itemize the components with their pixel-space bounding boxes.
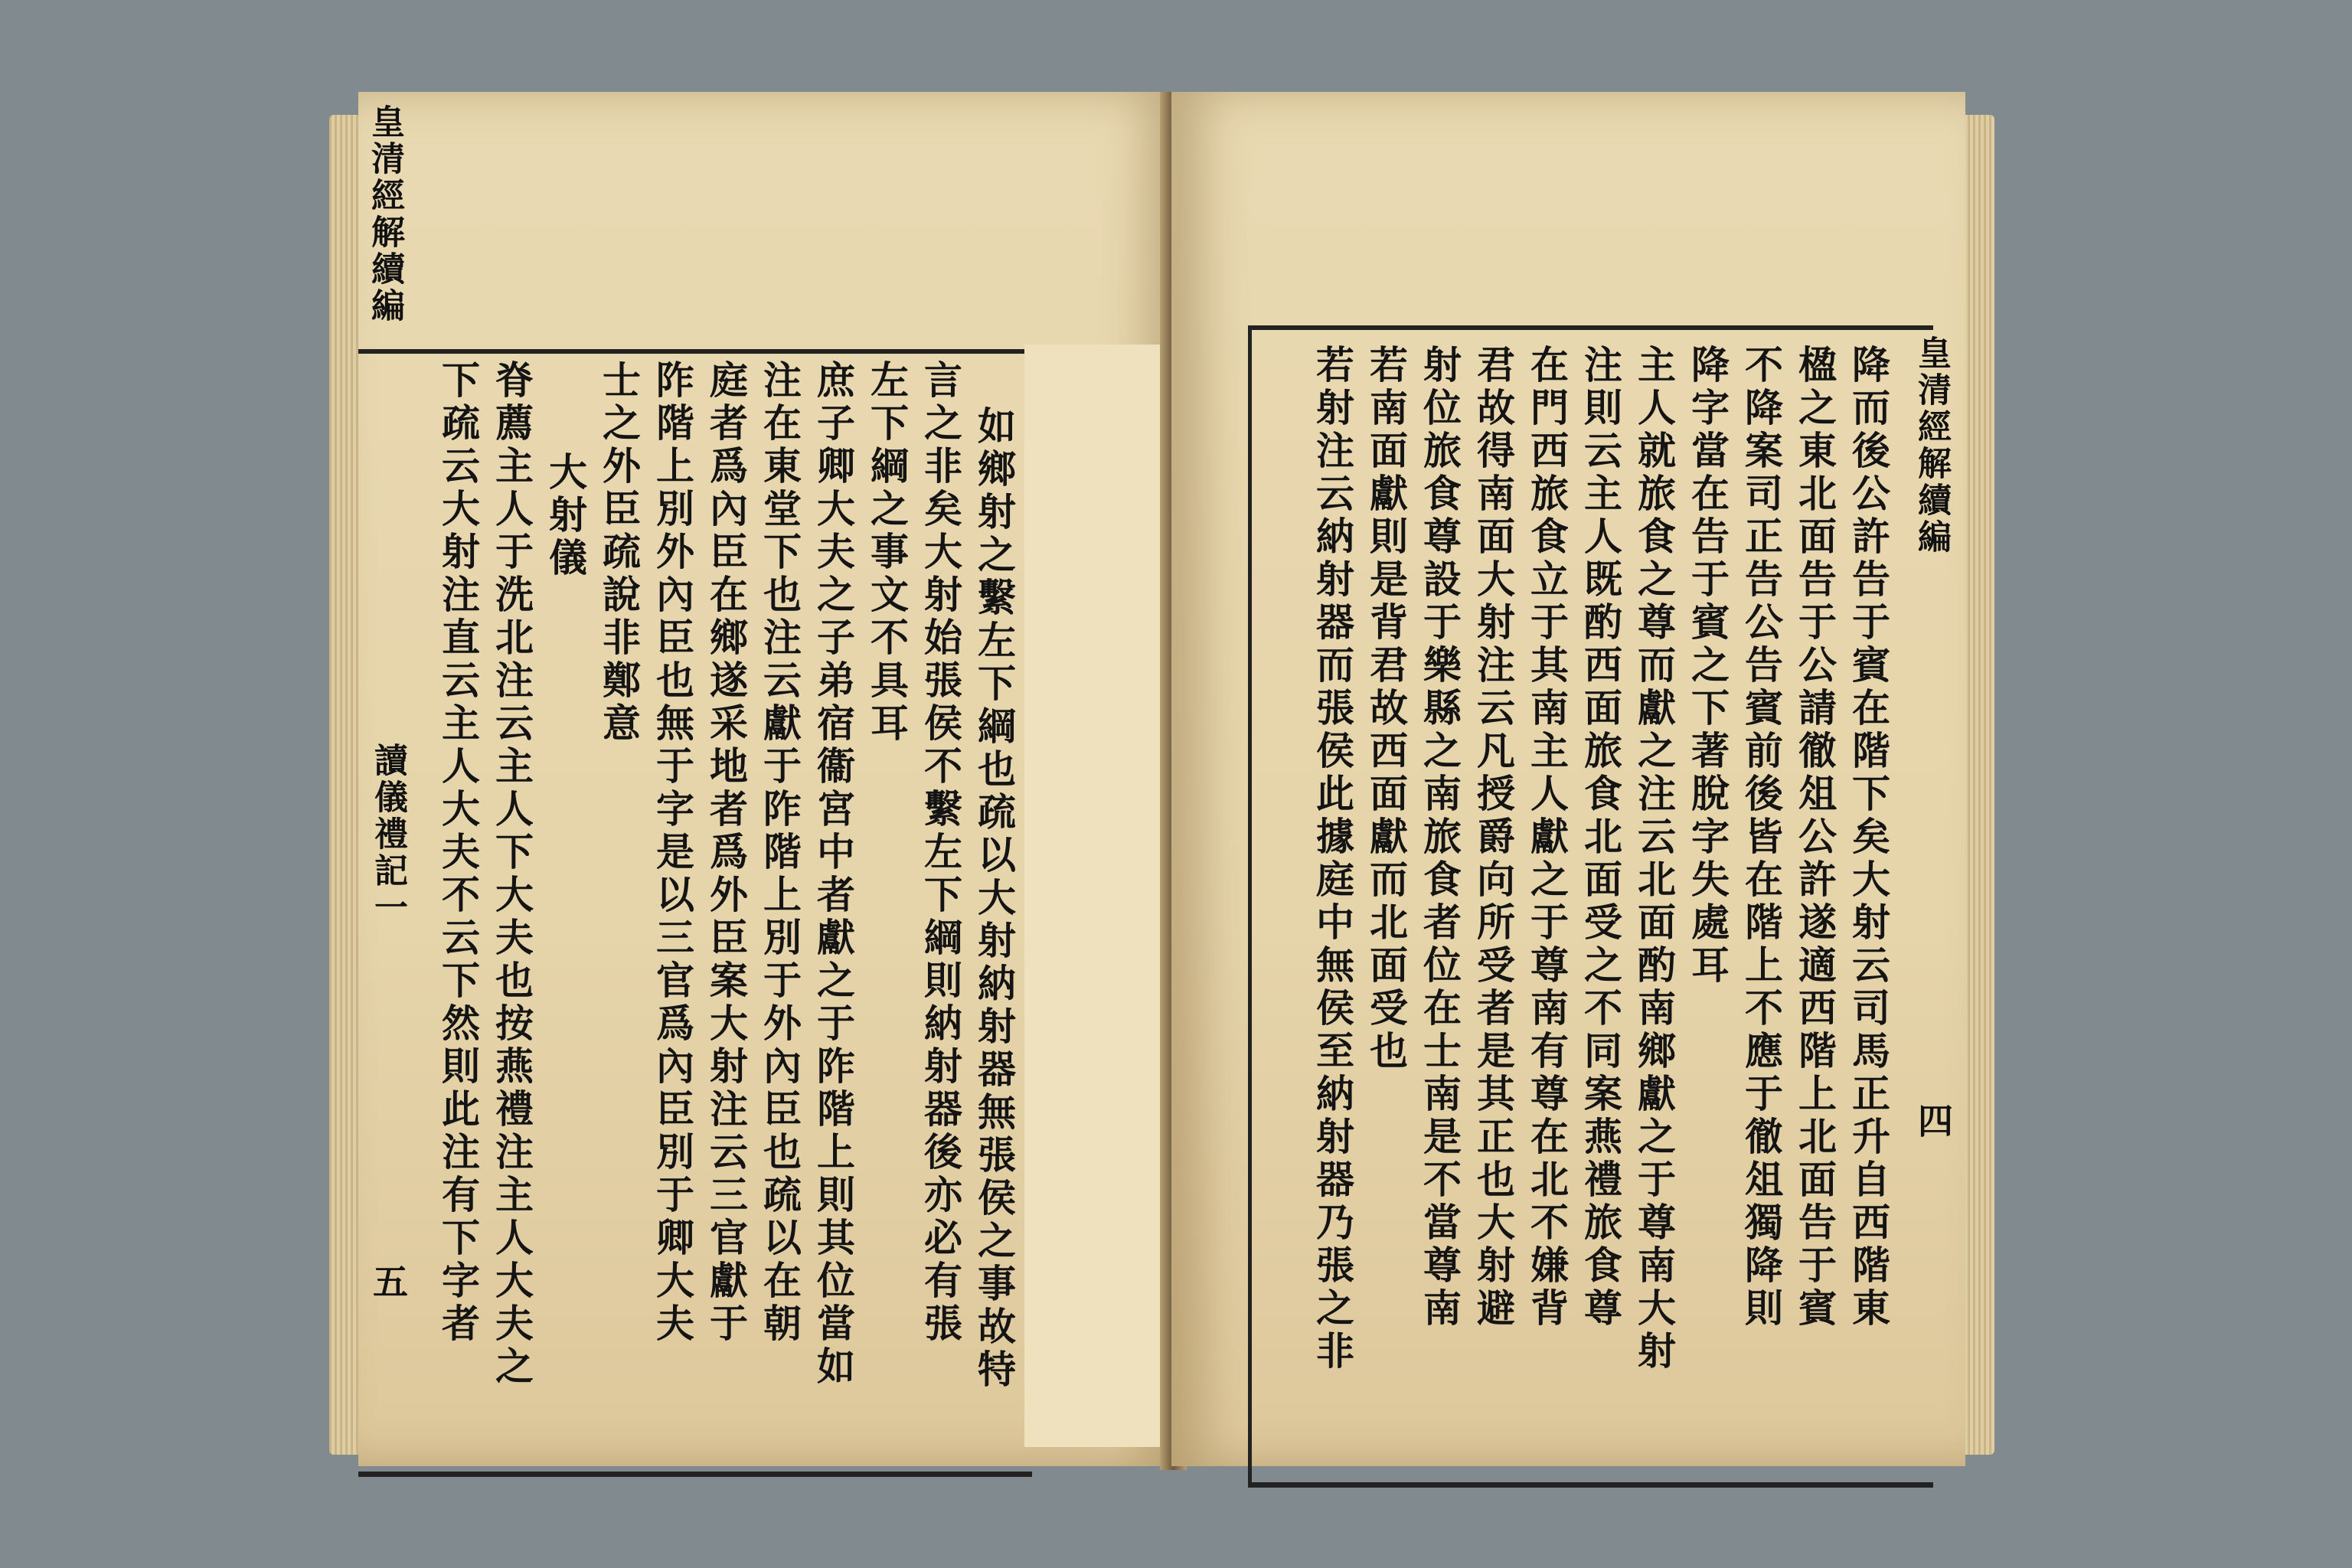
- left-col-3: 左下綱之事文不具耳: [864, 360, 910, 746]
- right-col-3: 不降案司正告公告賓前後皆在階上不應于徹俎獨降則: [1739, 345, 1784, 1331]
- left-col-7: 阼階上別外內臣也無于字是以三官爲內臣別于卿大夫: [650, 360, 695, 1346]
- left-col-6: 庭者爲內臣在鄉遂采地者爲外臣案大射注云三官獻于: [704, 360, 749, 1346]
- left-section-label: 讀儀禮記一: [368, 743, 407, 926]
- left-page: [358, 92, 1178, 1466]
- right-col-7: 在門西旅食立于其南主人獻之于尊南有尊在北不嫌背: [1524, 345, 1570, 1331]
- left-col-11: 下疏云大射注直云主人大夫不云下然則此注有下字者: [436, 360, 481, 1346]
- right-col-9: 射位旅食尊設于樂縣之南旅食者位在士南是不當尊南: [1417, 345, 1462, 1331]
- left-col-4: 庶子卿大夫之子弟宿衞宮中者獻之于阼階上則其位當如: [811, 360, 856, 1389]
- left-col-2: 言之非矣大射始張侯不繫左下綱則納射器後亦必有張: [918, 360, 963, 1346]
- left-col-8: 士之外臣疏說非鄭意: [596, 360, 642, 746]
- right-col-5: 主人就旅食之尊而獻之注云北面酌南鄉獻之于尊南大射: [1632, 345, 1677, 1374]
- left-col-10: 脊薦主人于洗北注云主人下大夫也按燕禮注主人大夫之: [489, 360, 534, 1389]
- right-col-1: 降而後公許告于賓在階下矣大射云司馬正升自西階東: [1846, 345, 1891, 1331]
- left-folio: 五: [368, 1263, 409, 1298]
- right-col-10: 若南面獻則是背君故西面獻而北面受也: [1364, 345, 1409, 1073]
- right-col-11: 若射注云納射器而張侯此據庭中無侯至納射器乃張之非: [1310, 345, 1355, 1374]
- right-col-8: 君故得南面大射注云凡授爵向所受者是其正也大射避: [1471, 345, 1516, 1331]
- left-col-1: 如鄉射之繫左下綱也疏以大射納射器無張侯之事故特: [972, 406, 1017, 1392]
- left-col-5: 注在東堂下也注云獻于阼階上別于外內臣也疏以在朝: [757, 360, 802, 1346]
- right-folio: 四: [1913, 1102, 1954, 1138]
- right-col-6: 注則云主人既酌西面旅食北面受之不同案燕禮旅食尊: [1578, 345, 1623, 1331]
- right-page: [1171, 92, 1965, 1466]
- right-col-4: 降字當在告于賓之下著脫字失處耳: [1685, 345, 1730, 988]
- open-book: [329, 92, 1994, 1478]
- right-col-2: 楹之東北面告于公請徹俎公許遂適西階上北面告于賓: [1792, 345, 1838, 1331]
- right-running-title: 皇清經解續編: [1912, 335, 1951, 556]
- left-running-title: 皇清經解續編: [365, 104, 404, 325]
- left-section-heading: 大射儀: [543, 452, 588, 580]
